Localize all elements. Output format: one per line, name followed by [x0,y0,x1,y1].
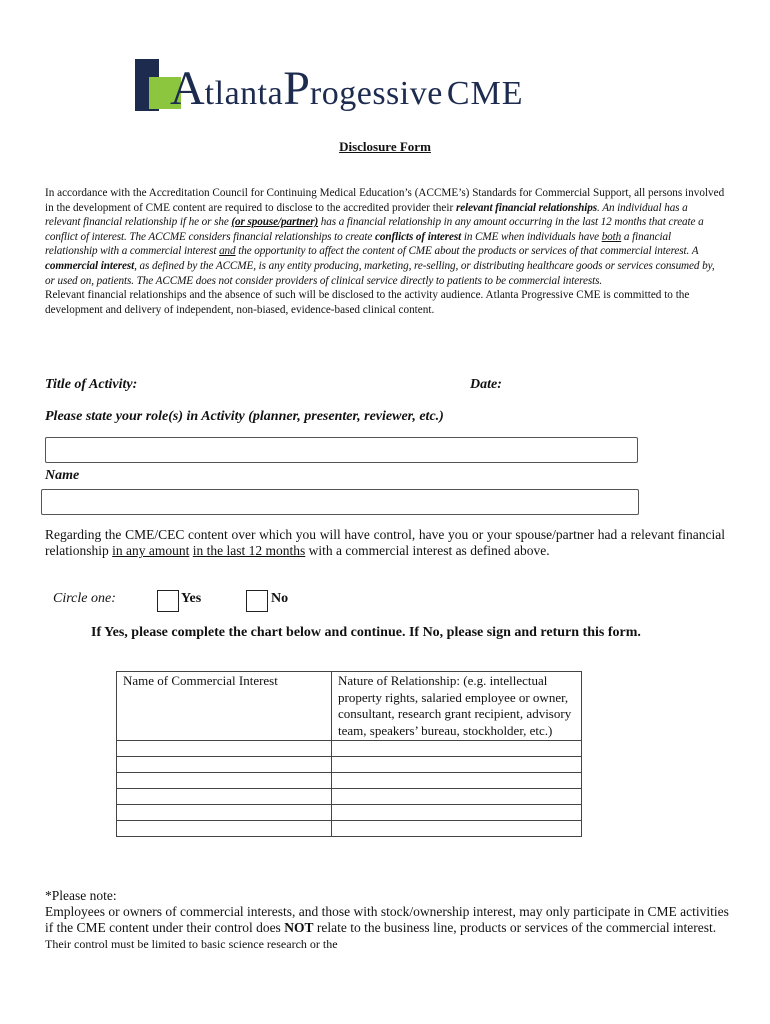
page-title: Disclosure Form [339,139,431,154]
name-input[interactable] [41,489,639,515]
table-cell[interactable] [332,789,582,805]
date-label: Date: [470,377,502,392]
table-cell[interactable] [332,821,582,837]
table-row [117,757,582,773]
table-row [117,789,582,805]
table-cell[interactable] [117,757,332,773]
intro-paragraph: In accordance with the Accreditation Council for Continuing Medical Education’s (ACCME’s) Standards for Commercial Support, all persons involved in the development of CME content are required to disclose to the accredited provider their relevant financial relationships. An individual has a relevant financial relationship if he or she (or spouse/partner) has a financial relationship in any amount occurring in the last 12 months that create a conflict of interest. The ACCME considers financial relationships to create conflicts of interest in CME when individuals have both a financial relationship with a commercial interest and the opportunity to affect the content of CME about the products or services of that commercial interest. A commercial interest, as defined by the ACCME, is any entity producing, marketing, re-selling, or distributing healthcare goods or services consumed by, or used on, patients. The ACCME does not consider providers of clinical service directly to patients to be commercial interests. Relevant financial relationships and the absence of such will be disclosed to the activity audience. Atlanta Progressive CME is committed to the development and delivery of independent, non-biased, evidence-based clinical content. [45,187,725,316]
yes-label: Yes [181,591,202,606]
table-cell[interactable] [332,741,582,757]
commercial-interest-table [116,671,582,837]
table-cell[interactable] [117,741,332,757]
please-note: *Please note: Employees or owners of commercial interests, and those with stock/ownership interest, may only participate in CME activities if the CME content under their control does NOT relate to the business line, products or services of the commercial interest. Their control must be limited to basic science research or the [45,888,729,951]
table-row [117,821,582,837]
table-cell[interactable] [117,773,332,789]
name-label: Name [45,468,80,483]
no-label: No [271,591,289,606]
table-row [117,805,582,821]
activity-row [45,377,725,393]
logo-wordmark: AtlantaProgessive CME [170,62,524,115]
table-cell[interactable] [117,821,332,837]
instruction-text: If Yes, please complete the chart below and continue. If No, please sign and return this form. [91,625,641,640]
role-input[interactable] [45,437,638,463]
table-cell[interactable] [117,805,332,821]
table-cell[interactable] [332,805,582,821]
title-of-activity-label: Title of Activity: [45,377,138,392]
table-row [117,773,582,789]
table-row [117,741,582,757]
table-cell[interactable] [332,773,582,789]
circle-one-label: Circle one: [53,591,116,606]
relationship-question: Regarding the CME/CEC content over which you will have control, have you or your spouse/partner had a relevant financial relationship in any amount in the last 12 months with a commercial interest as defined above. [45,527,725,558]
company-logo [134,57,634,117]
col-name-header: Name of Commercial Interest [117,672,332,741]
no-checkbox[interactable] [246,590,268,612]
table-header-row [117,672,582,741]
table-cell[interactable] [332,757,582,773]
table-cell[interactable] [117,789,332,805]
note-heading: *Please note: [45,888,117,903]
role-label: Please state your role(s) in Activity (planner, presenter, reviewer, etc.) [45,409,444,424]
yes-checkbox[interactable] [157,590,179,612]
col-nature-header: Nature of Relationship: (e.g. intellectual property rights, salaried employee or owner, consultant, research grant recipient, advisory team, speakers’ bureau, stockholder, etc.) [332,672,582,741]
